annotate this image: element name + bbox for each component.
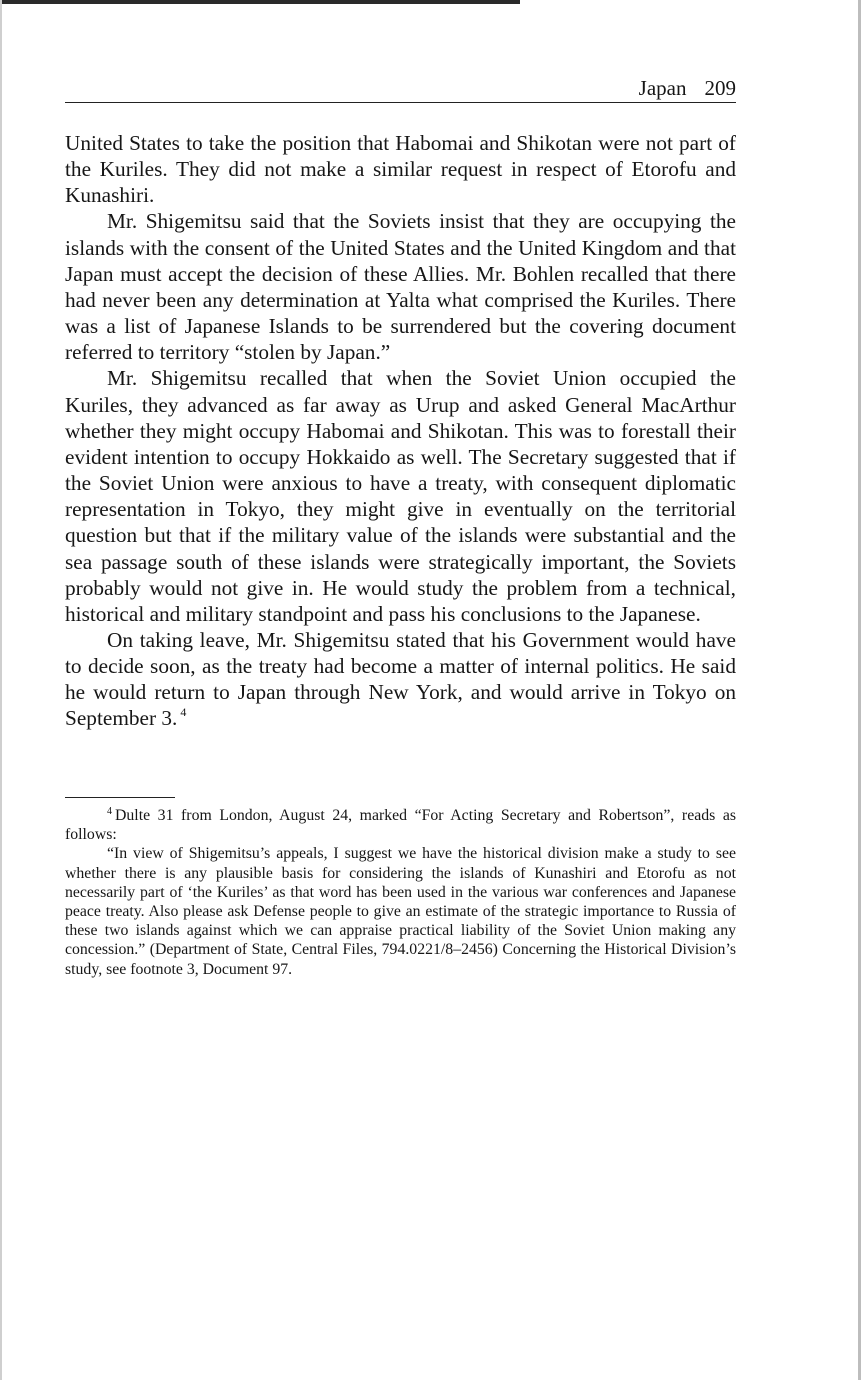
running-head-text [639,76,736,100]
footnote [65,806,736,979]
body-text [65,130,736,732]
footnote-rule [65,797,175,798]
footnote-lead [65,806,736,844]
footnote-reference[interactable]: 4 [180,705,187,720]
page-number: 209 [704,76,736,100]
footnote-quote: “In view of Shigemitsu’s appeals, I suggest we have the historical division make a study to see whether there is any plausible basis for considering the islands of Kunashiri and Etorofu as not necessarily part of ‘the Kuriles’ as that word has been used in the various war conferences and Japanese peace treaty. Also please ask Defense people to give an estimate of the strategic importance to Russia of these two islands against which we can appraise practical liability of the Soviet Union making any concession.” (Department of State, Central Files, 794.0221/8–2456) Concerning the Historical Division’s study, see footnote 3, Document 97. [65,845,736,978]
footnote-lead-text: Dulte 31 from London, August 24, marked “For Acting Secretary and Robertson”, reads as follows: [65,807,736,844]
paragraph-2: Mr. Shigemitsu said that the Soviets insist that they are occupying the islands with the consent of the United States and the United Kingdom and that Japan must accept the decision of these Allies. Mr. Bohlen recalled that there had never been any determination at Yalta what comprised the Kuriles. There was a list of Japanese Islands to be surrendered but the covering document referred to territory “stolen by Japan.” [65,209,736,365]
section-title: Japan [638,76,687,100]
paragraph-1: United States to take the position that Habomai and Shikotan were not part of the Kuriles. They did not make a similar request in respect of Etorofu and Kunashiri. [65,131,736,208]
paragraph-4-text: On taking leave, Mr. Shigemitsu stated that his Government would have to decide soon, as the treaty had become a matter of internal politics. He said he would return to Japan through New York, and would arrive in Tokyo on September 3. [65,627,736,731]
scan-left-edge [0,0,2,1380]
running-head [65,76,736,103]
scan-top-edge [0,0,520,4]
paragraph-3: Mr. Shigemitsu recalled that when the Soviet Union occupied the Kuriles, they advanced as far away as Urup and asked General MacArthur whether they might occupy Habomai and Shikotan. This was to forestall their evident intention to occupy Hokkaido as well. The Secretary suggested that if the Soviet Union were anxious to have a treaty, with consequent diplomatic representation in Tokyo, they might give in eventually on the territorial question but that if the military value of the islands were substantial and the sea passage south of these islands were strategically important, the Soviets probably would not give in. He would study the problem from a technical, historical and military standpoint and pass his conclusions to the Japanese. [65,366,736,626]
paragraph-4 [65,627,736,732]
footnote-number: 4 [107,806,112,817]
